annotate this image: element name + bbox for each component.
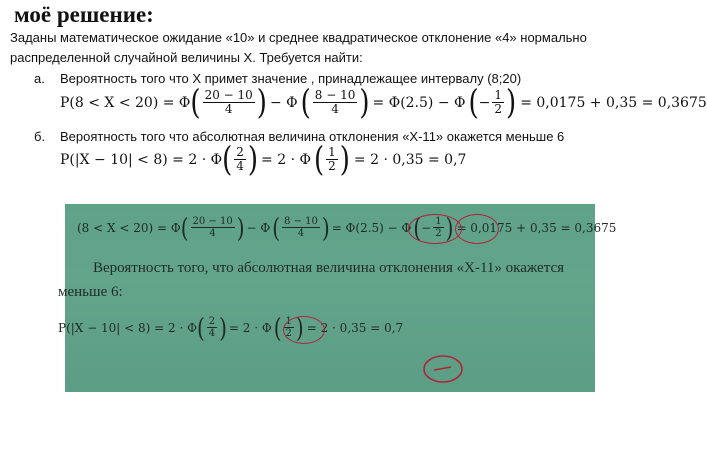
handwritten-minus-mark bbox=[421, 352, 465, 386]
formula-result: = 0,0175 + 0,35 = 0,3675 bbox=[520, 94, 707, 111]
handwritten-circle bbox=[408, 214, 462, 244]
task-text: Вероятность того что абсолютная величина отклонения «X-11» окажется меньше 6 bbox=[60, 129, 565, 144]
fraction: $\frac{20 - 10}{4}$ bbox=[192, 216, 233, 239]
fraction: $\frac{1}{2}$ bbox=[285, 316, 292, 339]
fraction: $\frac{1}{2}$ bbox=[435, 216, 442, 239]
formula-b: P(|X − 10| < 8) = 2 · Φ ( $\frac{2}{4}$ ) = 2 · Φ ( $\frac{1}{2}$ ) = 2 · 0,35 = 0,7 bbox=[60, 140, 467, 179]
photo-text-line-1: Вероятность того, что абсолютная величина отклонения «X-11» окажется bbox=[93, 260, 565, 276]
handwritten-circle bbox=[283, 316, 325, 344]
page-title: моё решение: bbox=[14, 2, 154, 27]
photo-text-line-2: меньше 6: bbox=[58, 284, 123, 300]
problem-statement: Заданы математическое ожидание «10» и среднее квадратическое отклонение «4» нормально распределенной случайной величины X. Требуется найти: bbox=[10, 30, 587, 65]
fraction: $\frac{1}{2}$ bbox=[494, 88, 503, 116]
fraction: $\frac{8 - 10}{4}$ bbox=[284, 216, 318, 239]
fraction: $\frac{20 - 10}{4}$ bbox=[204, 88, 253, 116]
solution-photo bbox=[58, 204, 617, 392]
formula-mid: − Φ bbox=[269, 94, 298, 111]
formula-result: = 2 · 0,35 = 0,7 bbox=[353, 151, 467, 168]
task-marker: а. bbox=[34, 71, 45, 86]
fraction: $\frac{8 - 10}{4}$ bbox=[314, 88, 356, 116]
fraction: $\frac{2}{4}$ bbox=[236, 145, 244, 173]
formula-mid: = Φ(2.5) − Φ bbox=[372, 94, 466, 111]
fraction: $\frac{2}{4}$ bbox=[208, 316, 216, 339]
task-marker: б. bbox=[34, 129, 46, 144]
formula-mid: = 2 · Φ bbox=[261, 151, 311, 168]
task-item-a bbox=[34, 71, 521, 86]
handwritten-circle bbox=[455, 214, 499, 244]
photo-formula-line-1: (8 < X < 20) = Φ ( $\frac{20 - 10}{4}$ ) − Φ ( $\frac{8 - 10}{4}$ ) = Φ(2.5) − Φ ( − $\frac{1}{2}$ ) = 0,0175 + 0,35 = 0,3675 bbox=[77, 211, 617, 244]
photo-formula-line-2: P(|X − 10| < 8) = 2 · Φ ( $\frac{2}{4}$ ) = 2 · Φ ( $\frac{1}{2}$ ) = 2 · 0,35 = 0,7 bbox=[58, 311, 404, 344]
task-text: Вероятность того что X примет значение , принадлежащее интервалу (8;20) bbox=[60, 71, 522, 86]
formula-lhs: P(|X − 10| < 8) = 2 · Φ bbox=[60, 151, 223, 168]
fraction: $\frac{1}{2}$ bbox=[328, 145, 336, 173]
formula-lhs: P(8 < X < 20) = Φ bbox=[60, 94, 191, 111]
formula-a: P(8 < X < 20) = Φ ( $\frac{20 - 10}{4}$ ) − Φ ( $\frac{8 - 10}{4}$ ) = Φ(2.5) − Φ ( − $\frac{1}{2}$ ) = 0,0175 + 0,35 = 0,3675 bbox=[60, 83, 707, 122]
task-item-b bbox=[34, 129, 564, 144]
